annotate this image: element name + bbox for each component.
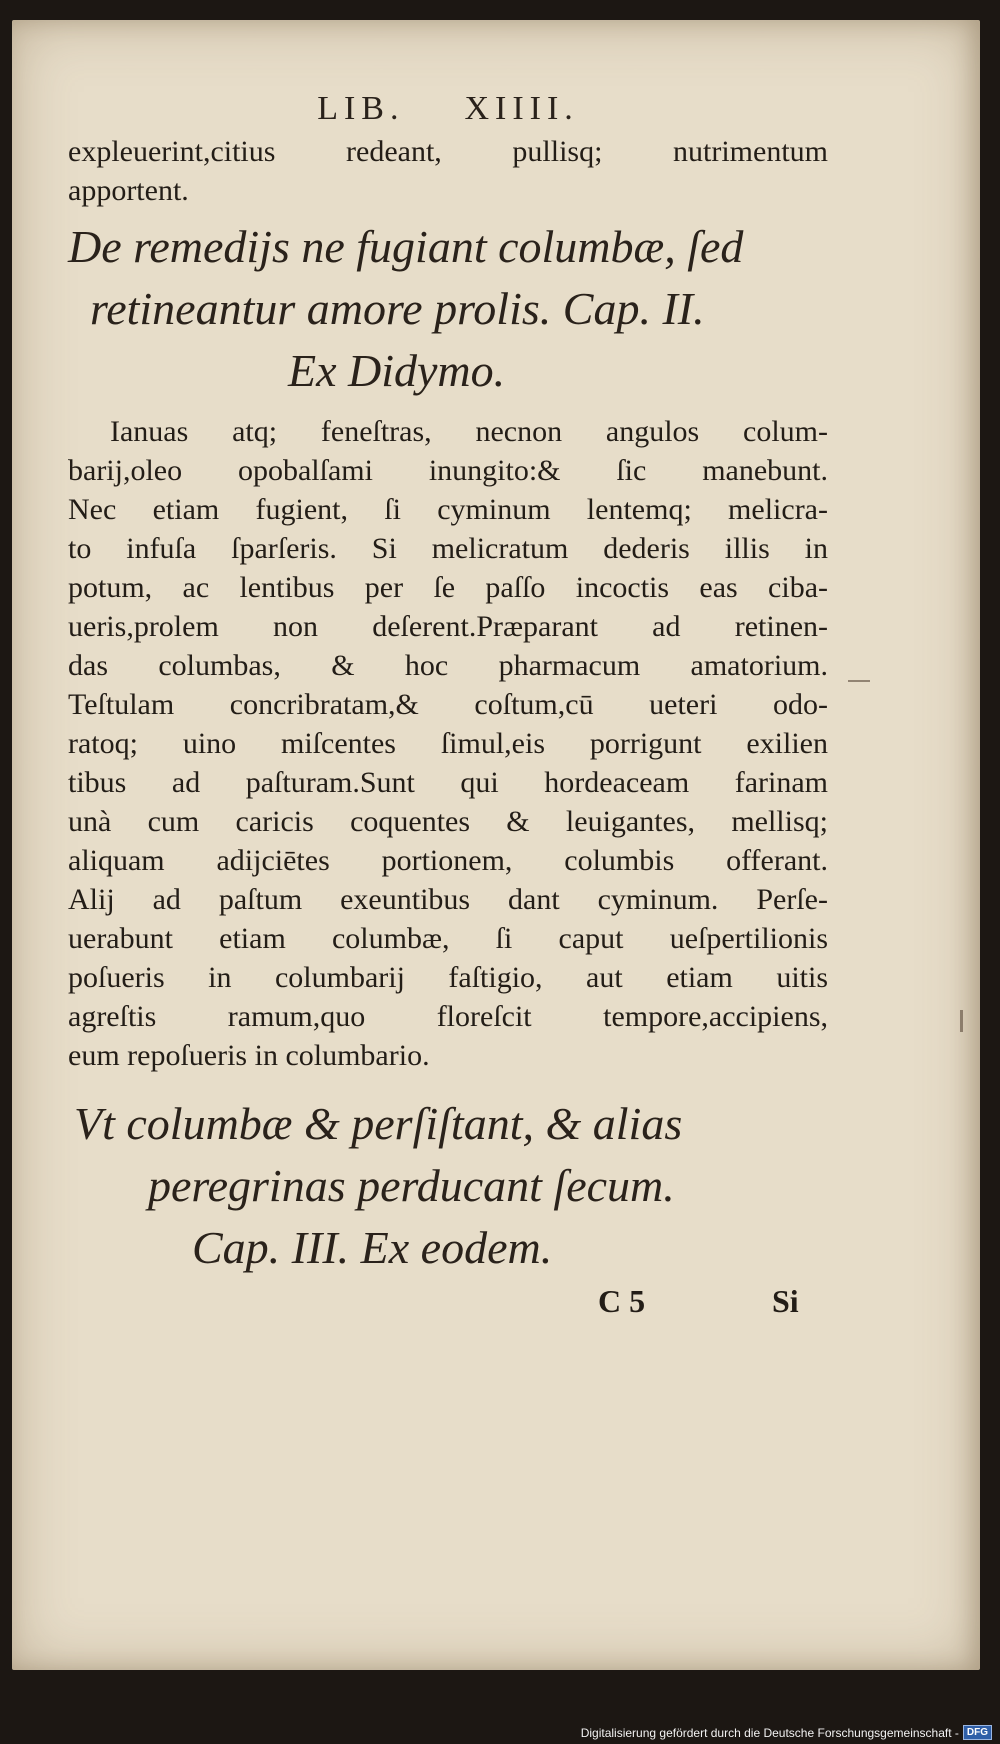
catchword-line — [68, 1283, 828, 1327]
text-line: to infuſa ſparſeris. Si melicratum dederis illis in — [68, 532, 828, 565]
text-line: Nec etiam fugient, ſi cyminum lentemq; melicra- — [68, 493, 828, 526]
text-line: Ianuas atq; feneſtras, necnon angulos colum- — [110, 415, 828, 448]
heading-line: peregrinas perducant ſecum. — [148, 1160, 675, 1211]
text-line: barij,oleo opobalſami inungito:& ſic manebunt. — [68, 454, 828, 487]
text-line: das columbas, & hoc pharmacum amatorium. — [68, 649, 828, 682]
text-line: ueris,prolem non deſerent.Præparant ad retinen- — [68, 610, 828, 643]
text-line: eum repoſueris in columbario. — [68, 1039, 430, 1072]
book-page — [12, 20, 980, 1670]
text-line: apportent. — [68, 174, 189, 207]
text-line: Alij ad paſtum exeuntibus dant cyminum. Perſe- — [68, 883, 828, 916]
signature-mark: C 5 — [598, 1283, 646, 1319]
text-line: agreſtis ramum,quo floreſcit tempore,accipiens, — [68, 1000, 828, 1033]
catchword: Si — [772, 1283, 799, 1319]
text-line: poſueris in columbarij faſtigio, aut etiam uitis — [68, 961, 828, 994]
footer-credit: Digitalisierung gefördert durch die Deutsche Forschungsgemeinschaft - — [580, 1725, 959, 1740]
running-head — [68, 90, 828, 128]
chapter-3-heading — [68, 1093, 828, 1279]
heading-line: Vt columbæ & perſiſtant, & alias — [74, 1098, 683, 1149]
digitization-footer — [581, 1725, 992, 1740]
text-line: Teſtulam concribratam,& coſtum,cū ueteri odo- — [68, 688, 828, 721]
running-head-lib: LIB. — [317, 90, 405, 127]
text-line: aliquam adijciētes portionem, columbis offerant. — [68, 844, 828, 877]
heading-line: Cap. III. Ex eodem. — [192, 1222, 553, 1273]
heading-line: Ex Didymo. — [288, 345, 506, 396]
text-line: tibus ad paſturam.Sunt qui hordeaceam farinam — [68, 766, 828, 799]
text-line: ratoq; uino miſcentes ſimul,eis porrigunt exilien — [68, 727, 828, 760]
running-head-number: XIIII. — [464, 90, 579, 127]
margin-speck — [960, 1010, 963, 1032]
margin-speck — [848, 680, 870, 682]
heading-line: De remedijs ne fugiant columbæ, ſed — [68, 221, 744, 272]
chapter-2-body — [68, 412, 828, 1075]
text-line: unà cum caricis coquentes & leuigantes, mellisq; — [68, 805, 828, 838]
text-line: uerabunt etiam columbæ, ſi caput ueſpertilionis — [68, 922, 828, 955]
continuation-text — [68, 132, 828, 210]
chapter-2-heading — [68, 216, 828, 402]
text-line: expleuerint,citius redeant, pullisq; nutrimentum — [68, 135, 828, 168]
dfg-logo-icon: DFG — [963, 1725, 992, 1740]
heading-line: retineantur amore prolis. Cap. II. — [90, 283, 705, 334]
text-line: potum, ac lentibus per ſe paſſo incoctis eas ciba- — [68, 571, 828, 604]
page-text-block — [68, 90, 828, 1327]
